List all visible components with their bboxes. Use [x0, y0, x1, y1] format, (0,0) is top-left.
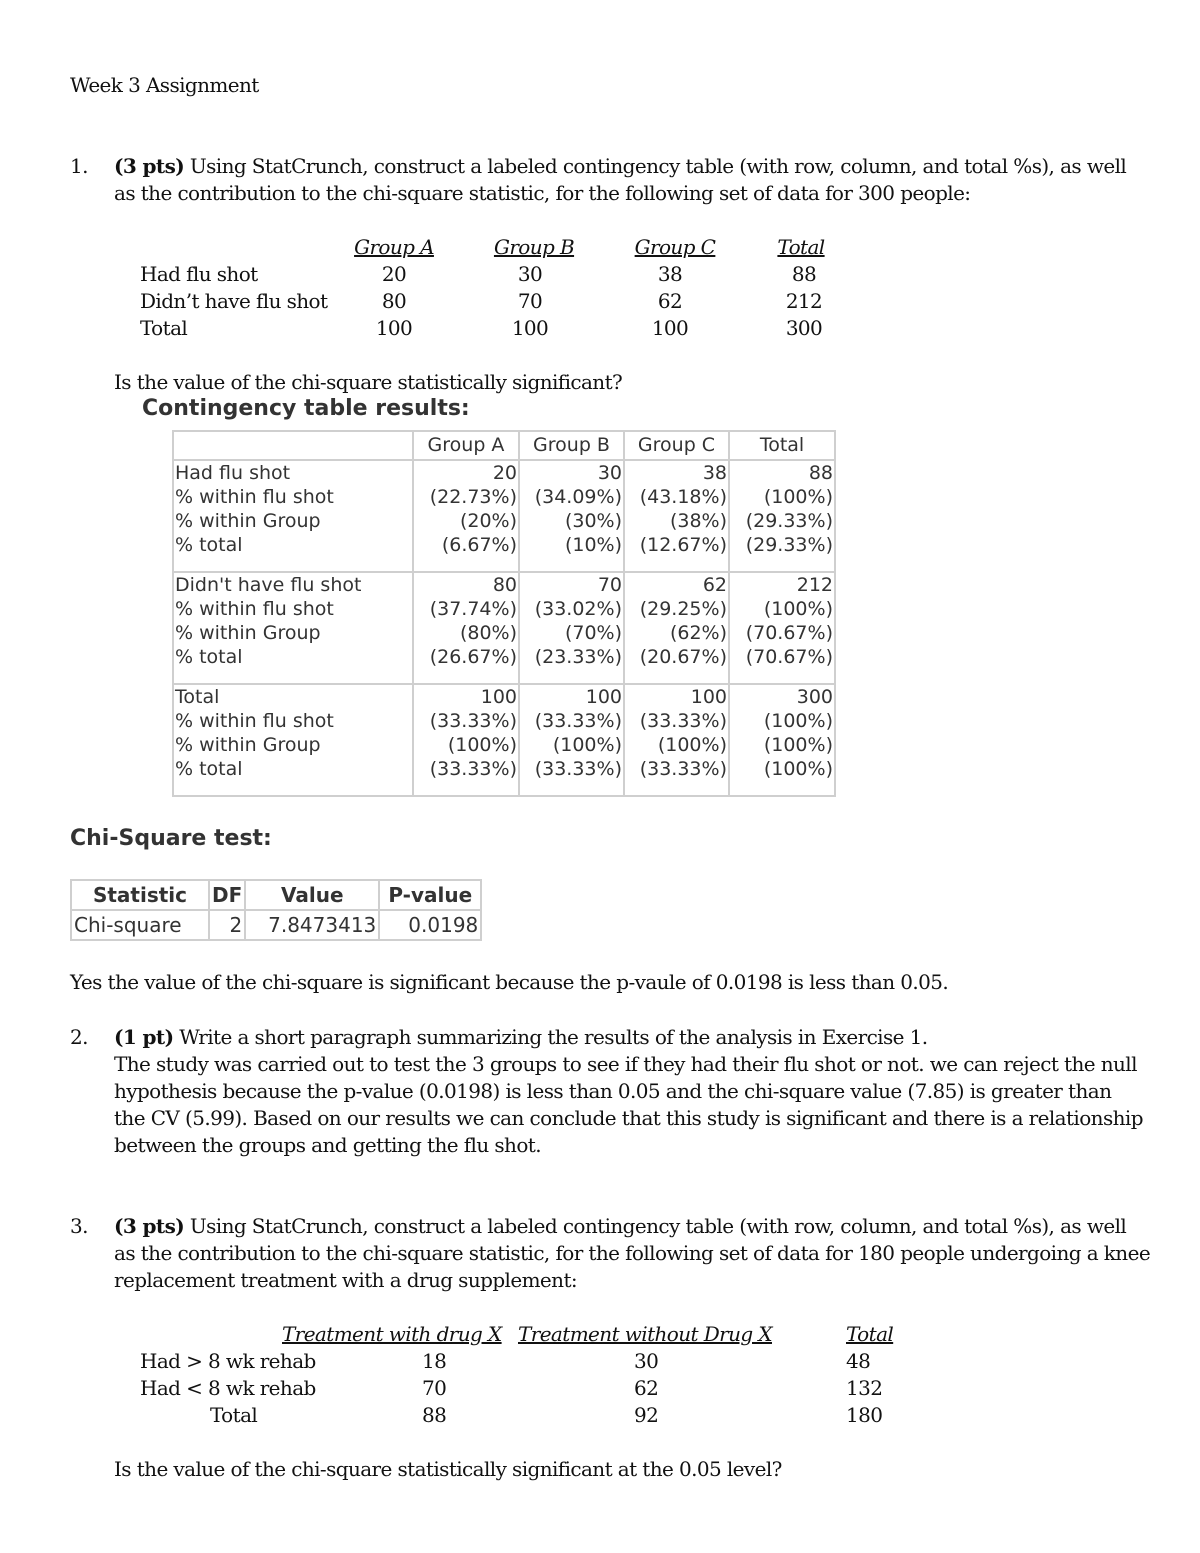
- table-row: [173, 572, 835, 684]
- row-label: % within Group: [175, 510, 321, 532]
- row-label: % within flu shot: [175, 710, 334, 732]
- cell-value: 18: [422, 1349, 447, 1373]
- cell-value: (70.67%): [745, 646, 833, 668]
- contingency-table: [172, 430, 836, 797]
- cell-value: (10%): [564, 534, 622, 556]
- contingency-header-row: [173, 431, 835, 460]
- table-row: [173, 460, 835, 572]
- row-label: Total: [140, 316, 188, 340]
- cell-value: 70: [422, 1376, 447, 1400]
- q1-answer: Yes the value of the chi-square is significant because the p-vaule of 0.0198 is less than 0.05.: [70, 970, 949, 994]
- chisq-pvalue: 0.0198: [379, 910, 481, 940]
- cell-value: (70.67%): [745, 622, 833, 644]
- cell-value: (34.09%): [534, 486, 622, 508]
- cell-value: 38: [702, 462, 727, 484]
- cell-value: 100: [375, 316, 413, 340]
- q3-prompt-line1: [114, 1213, 1126, 1240]
- cell-value: 20: [492, 462, 517, 484]
- cell-group: [624, 684, 729, 796]
- q1-header-total: Total: [777, 235, 825, 259]
- cell-value: 70: [597, 574, 622, 596]
- cell-group: [729, 460, 835, 572]
- cell-value: 100: [480, 686, 517, 708]
- cell-value: 80: [492, 574, 517, 596]
- cell-value: (26.67%): [429, 646, 517, 668]
- q2-answer-line: The study was carried out to test the 3 groups to see if they had their flu shot or not. we can reject the null: [114, 1052, 1137, 1076]
- cell-value: (100%): [763, 710, 833, 732]
- cell-value: (33.33%): [429, 710, 517, 732]
- contingency-header-blank: [173, 431, 413, 460]
- cell-group: [413, 684, 519, 796]
- cell-value: 30: [517, 262, 543, 286]
- cell-value: 100: [585, 686, 622, 708]
- chisq-header-value: Value: [245, 880, 379, 910]
- cell-value: 100: [511, 316, 549, 340]
- cell-value: 88: [808, 462, 833, 484]
- row-label: % total: [175, 534, 243, 556]
- q1-header-group-c: Group C: [634, 235, 716, 259]
- cell-value: (38%): [669, 510, 727, 532]
- cell-value: (22.73%): [429, 486, 517, 508]
- contingency-header-group-b: Group B: [519, 431, 624, 460]
- chisq-header-df: DF: [209, 880, 245, 910]
- chisq-df: 2: [209, 910, 245, 940]
- row-label: Had > 8 wk rehab: [140, 1349, 316, 1373]
- q2-answer-line: the CV (5.99). Based on our results we can conclude that this study is significant and there is a relationship: [114, 1106, 1143, 1130]
- cell-group: [624, 460, 729, 572]
- cell-value: (100%): [552, 734, 622, 756]
- cell-group: [413, 460, 519, 572]
- cell-value: (33.02%): [534, 598, 622, 620]
- q2-prompt-text: Write a short paragraph summarizing the results of the analysis in Exercise 1.: [173, 1025, 928, 1049]
- q1-question: Is the value of the chi-square statistically significant?: [114, 370, 623, 394]
- cell-value: 212: [796, 574, 833, 596]
- page-title: Week 3 Assignment: [70, 73, 259, 97]
- q2-points: (1 pt): [114, 1025, 174, 1049]
- row-label: % total: [175, 758, 243, 780]
- q1-header-group-b: Group B: [493, 235, 575, 259]
- cell-group: [519, 572, 624, 684]
- contingency-header-total: Total: [729, 431, 835, 460]
- q2-answer-line: hypothesis because the p-value (0.0198) is less than 0.05 and the chi-square value (7.85) is greater than: [114, 1079, 1112, 1103]
- q1-header-group-a: Group A: [354, 235, 434, 259]
- cell-value: (100%): [657, 734, 727, 756]
- table-row: [173, 684, 835, 796]
- cell-value: (20.67%): [639, 646, 727, 668]
- q3-header-without-drug: Treatment without Drug X: [518, 1322, 772, 1346]
- chisq-header-row: [71, 880, 481, 910]
- chisq-value: 7.8473413: [245, 910, 379, 940]
- cell-value: (100%): [763, 734, 833, 756]
- chisq-header-statistic: Statistic: [71, 880, 209, 910]
- cell-value: (80%): [459, 622, 517, 644]
- cell-value: (33.33%): [534, 758, 622, 780]
- row-label: Total: [210, 1403, 258, 1427]
- cell-group: [729, 572, 835, 684]
- q3-prompt-line2: as the contribution to the chi-square statistic, for the following set of data for 180 people undergoing a knee: [114, 1241, 1151, 1265]
- cell-value: (37.74%): [429, 598, 517, 620]
- cell-value: 132: [846, 1376, 883, 1400]
- cell-value: 62: [702, 574, 727, 596]
- cell-value: 300: [796, 686, 833, 708]
- chisq-heading: Chi-Square test:: [70, 826, 272, 851]
- q3-number: 3.: [70, 1214, 88, 1238]
- cell-value: 62: [657, 289, 683, 313]
- cell-value: (43.18%): [639, 486, 727, 508]
- cell-value: 80: [381, 289, 407, 313]
- q1-prompt-text: Using StatCrunch, construct a labeled contingency table (with row, column, and total %s), as well: [184, 154, 1127, 178]
- cell-value: 88: [791, 262, 817, 286]
- cell-value: (33.33%): [534, 710, 622, 732]
- cell-value: (100%): [447, 734, 517, 756]
- cell-value: (33.33%): [639, 758, 727, 780]
- q3-header-with-drug: Treatment with drug X: [282, 1322, 502, 1346]
- cell-value: 212: [785, 289, 823, 313]
- cell-value: 92: [634, 1403, 659, 1427]
- chisq-table: [70, 879, 482, 941]
- row-label: % within Group: [175, 734, 321, 756]
- contingency-heading: Contingency table results:: [142, 396, 470, 421]
- cell-value: (30%): [564, 510, 622, 532]
- row-label: % total: [175, 646, 243, 668]
- cell-group: [624, 572, 729, 684]
- q2-number: 2.: [70, 1025, 88, 1049]
- row-label: Didn’t have flu shot: [140, 289, 328, 313]
- row-label: Had flu shot: [140, 262, 258, 286]
- cell-value: 30: [597, 462, 622, 484]
- cell-value: 100: [651, 316, 689, 340]
- chisq-statistic: Chi-square: [71, 910, 209, 940]
- cell-group: [519, 460, 624, 572]
- cell-group: [519, 684, 624, 796]
- row-label: Didn't have flu shot: [175, 574, 362, 596]
- cell-value: (6.67%): [441, 534, 517, 556]
- row-label: Had flu shot: [175, 462, 291, 484]
- cell-value: (20%): [459, 510, 517, 532]
- cell-value: 48: [846, 1349, 871, 1373]
- q2-prompt: [114, 1024, 928, 1051]
- row-label: % within Group: [175, 622, 321, 644]
- row-labels: [173, 572, 413, 684]
- q1-prompt-line1: [114, 153, 1126, 180]
- cell-group: [413, 572, 519, 684]
- cell-value: 30: [634, 1349, 659, 1373]
- cell-value: (29.33%): [745, 534, 833, 556]
- cell-group: [729, 684, 835, 796]
- cell-value: 20: [381, 262, 407, 286]
- q2-answer-line: between the groups and getting the flu shot.: [114, 1133, 541, 1157]
- q1-prompt-line2: as the contribution to the chi-square statistic, for the following set of data for 300 people:: [114, 181, 971, 205]
- cell-value: (23.33%): [534, 646, 622, 668]
- cell-value: (62%): [669, 622, 727, 644]
- q3-header-total: Total: [846, 1322, 894, 1346]
- cell-value: 300: [785, 316, 823, 340]
- q3-prompt-line3: replacement treatment with a drug supplement:: [114, 1268, 578, 1292]
- q3-question: Is the value of the chi-square statistically significant at the 0.05 level?: [114, 1457, 782, 1481]
- contingency-header-group-c: Group C: [624, 431, 729, 460]
- row-labels: [173, 684, 413, 796]
- q1-points: (3 pts): [114, 154, 185, 178]
- chisq-header-pvalue: P-value: [379, 880, 481, 910]
- row-label: Total: [175, 686, 220, 708]
- cell-value: (100%): [763, 758, 833, 780]
- cell-value: 38: [657, 262, 683, 286]
- cell-value: 100: [690, 686, 727, 708]
- q3-points: (3 pts): [114, 1214, 185, 1238]
- row-label: % within flu shot: [175, 486, 334, 508]
- row-labels: [173, 460, 413, 572]
- contingency-header-group-a: Group A: [413, 431, 519, 460]
- cell-value: (100%): [763, 598, 833, 620]
- cell-value: 180: [846, 1403, 883, 1427]
- q1-number: 1.: [70, 154, 88, 178]
- row-label: Had < 8 wk rehab: [140, 1376, 316, 1400]
- cell-value: (29.33%): [745, 510, 833, 532]
- cell-value: (12.67%): [639, 534, 727, 556]
- cell-value: (29.25%): [639, 598, 727, 620]
- cell-value: (33.33%): [639, 710, 727, 732]
- q3-prompt-text: Using StatCrunch, construct a labeled contingency table (with row, column, and total %s), as well: [184, 1214, 1127, 1238]
- table-row: [71, 910, 481, 940]
- cell-value: 88: [422, 1403, 447, 1427]
- cell-value: (100%): [763, 486, 833, 508]
- row-label: % within flu shot: [175, 598, 334, 620]
- cell-value: (33.33%): [429, 758, 517, 780]
- cell-value: (70%): [564, 622, 622, 644]
- cell-value: 70: [517, 289, 543, 313]
- cell-value: 62: [634, 1376, 659, 1400]
